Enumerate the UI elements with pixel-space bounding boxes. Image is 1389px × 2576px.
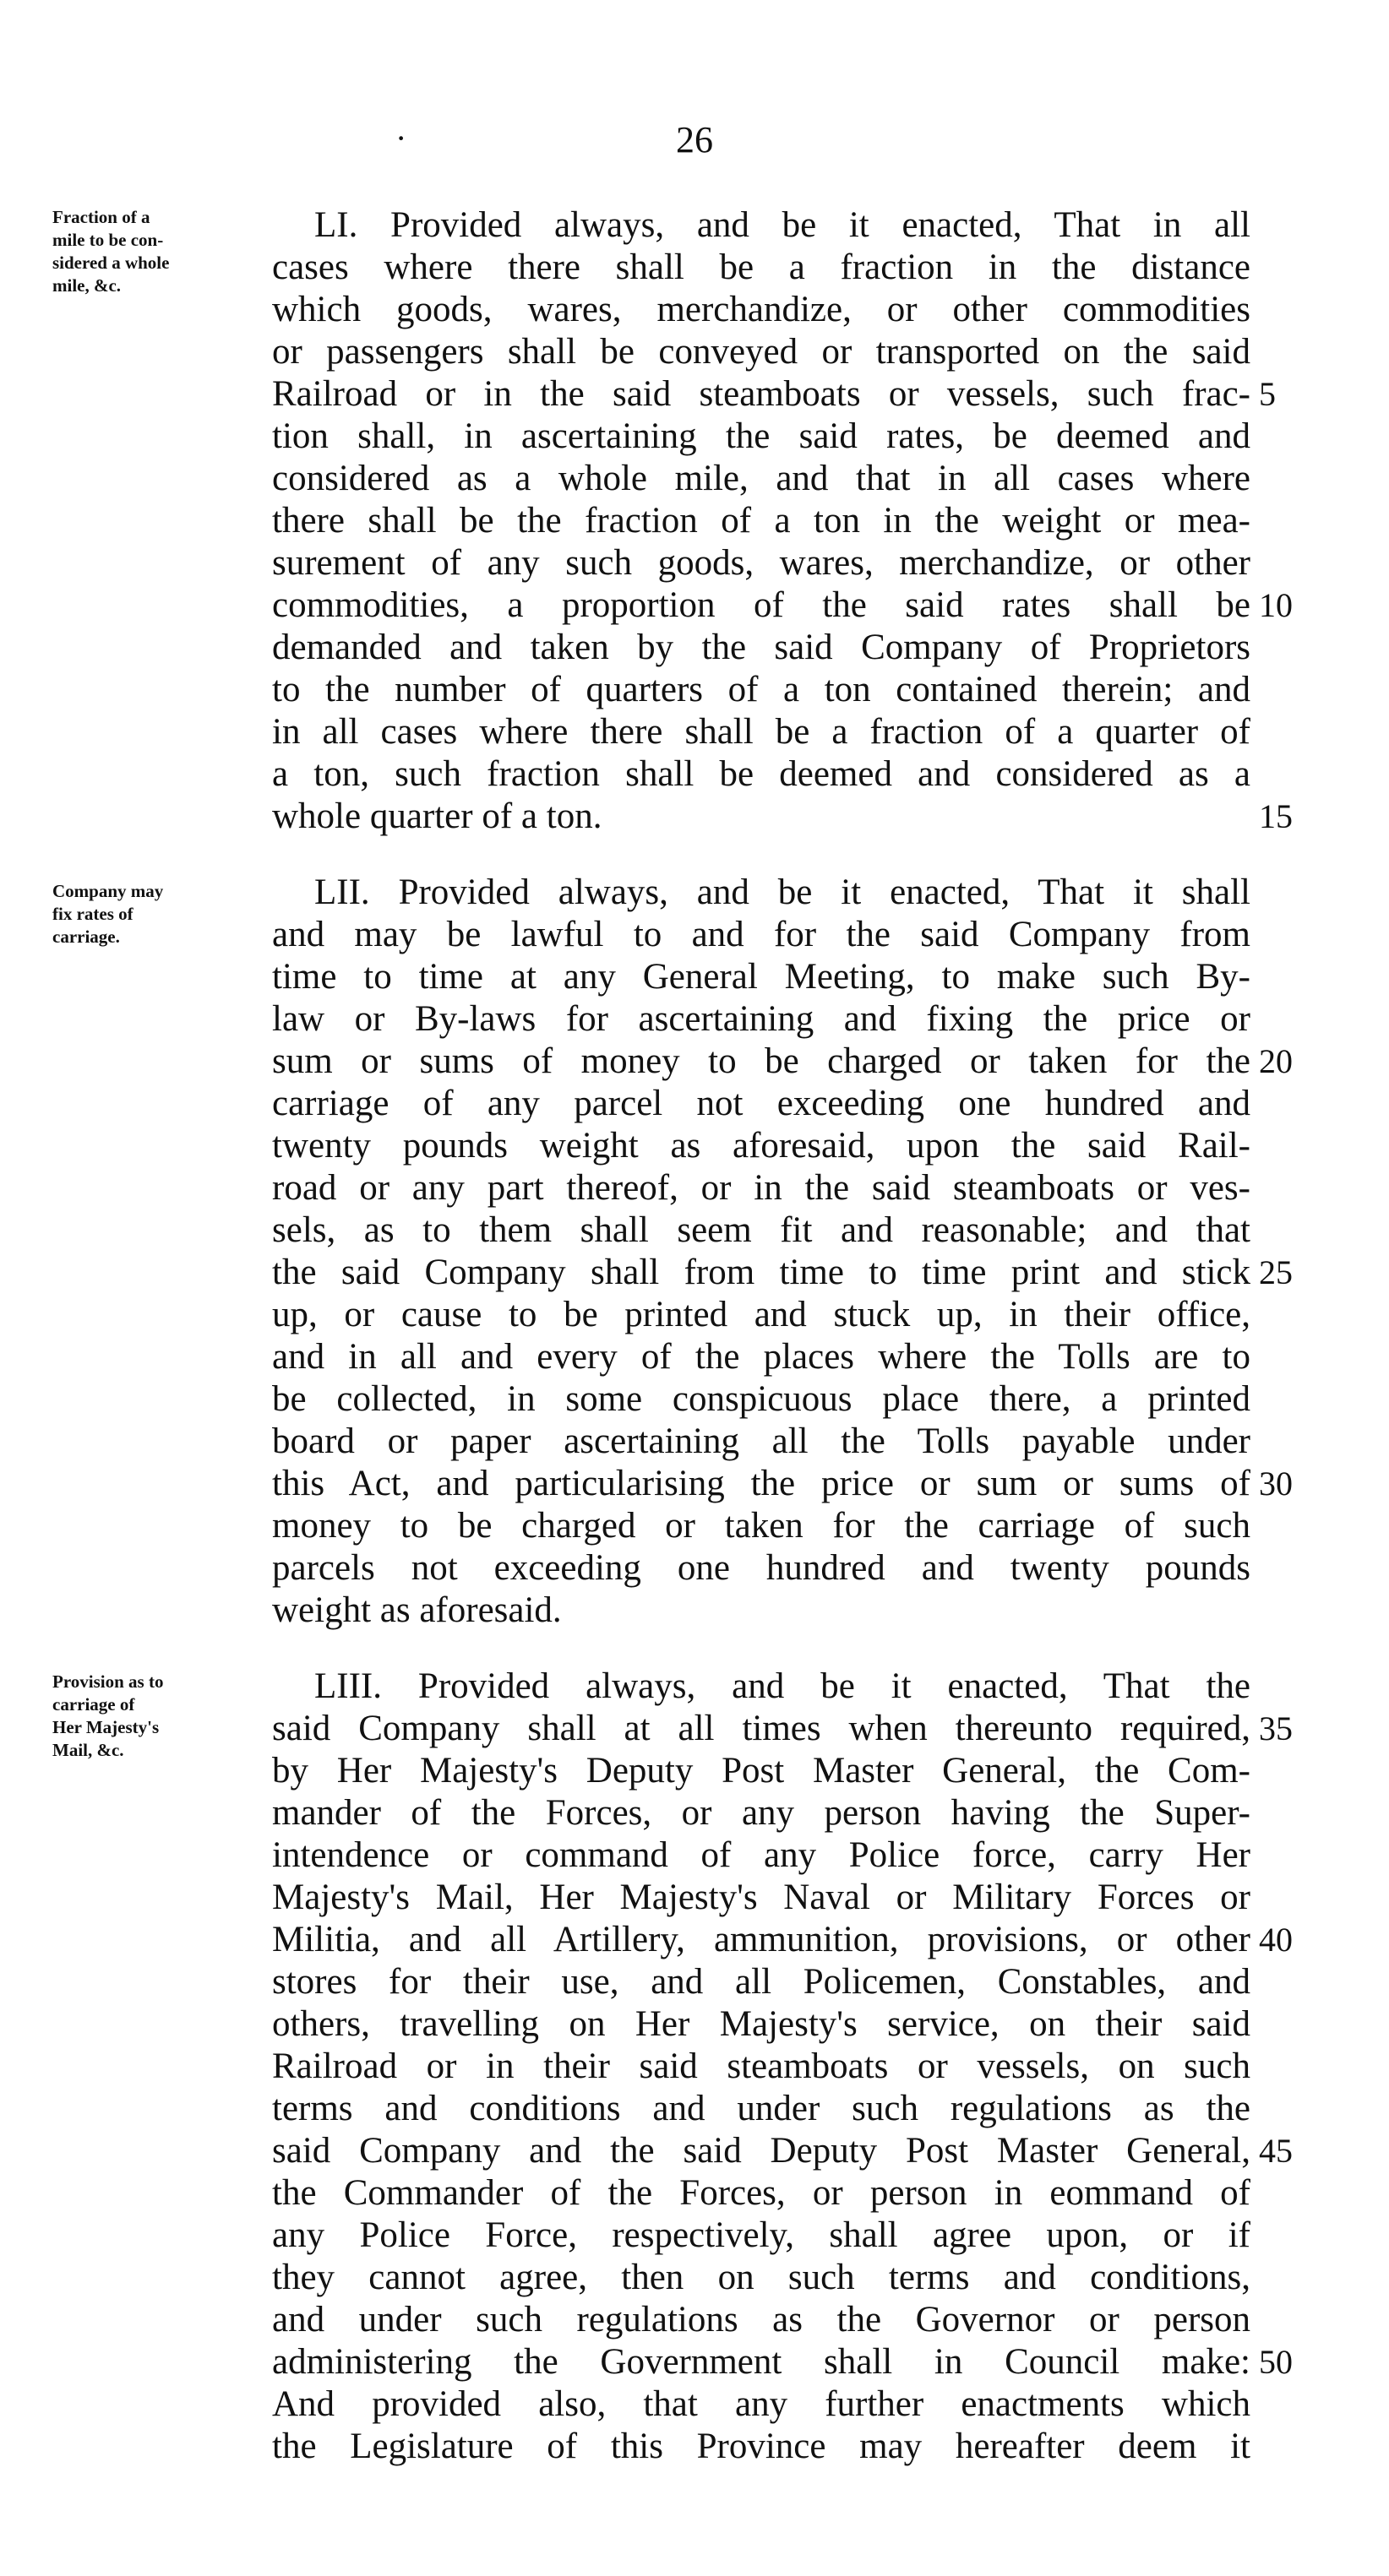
text-line: they cannot agree, then on such terms and conditions, <box>272 2258 1250 2297</box>
page-number: 26 <box>676 119 713 160</box>
line-number: 10 <box>1259 586 1293 624</box>
text-line: said Company shall at all times when thereunto required, <box>272 1709 1250 1748</box>
margin-note-line: Mail, &c. <box>52 1740 124 1760</box>
text-line: said Company and the said Deputy Post Master General, <box>272 2131 1250 2171</box>
margin-note <box>52 880 281 948</box>
margin-note-line: mile to be con- <box>52 230 164 250</box>
line-number: 45 <box>1259 2132 1293 2170</box>
text-line: or passengers shall be conveyed or transported on the said <box>272 332 1250 372</box>
margin-note-line: fix rates of <box>52 904 133 924</box>
text-line: board or paper ascertaining all the Tolls payable under <box>272 1421 1250 1461</box>
line-number: 5 <box>1259 375 1276 413</box>
text-line: road or any part thereof, or in the said steamboats or ves- <box>272 1168 1250 1208</box>
text-line: money to be charged or taken for the carriage of such <box>272 1506 1250 1546</box>
text-line: weight as aforesaid. <box>272 1590 562 1630</box>
text-line: the said Company shall from time to time print and stick <box>272 1253 1250 1292</box>
text-line: carriage of any parcel not exceeding one hundred and <box>272 1084 1250 1123</box>
margin-note-line: carriage. <box>52 927 120 947</box>
text-line: sum or sums of money to be charged or taken for the <box>272 1041 1250 1081</box>
section-text <box>272 872 1250 1632</box>
text-line: and in all and every of the places where the Tolls are to <box>272 1337 1250 1377</box>
margin-note-line: Company may <box>52 881 164 901</box>
text-line: Railroad or in the said steamboats or vessels, such frac- <box>272 374 1250 414</box>
text-line: Majesty's Mail, Her Majesty's Naval or Military Forces or <box>272 1878 1250 1917</box>
line-number: 35 <box>1259 1709 1293 1747</box>
section-text <box>272 204 1250 838</box>
text-line: to the number of quarters of a ton contained therein; and <box>272 670 1250 709</box>
text-line: LIII. Provided always, and be it enacted, That the <box>314 1666 1250 1706</box>
text-line: Railroad or in their said steamboats or vessels, on such <box>272 2046 1250 2086</box>
text-line: law or By-laws for ascertaining and fixing the price or <box>272 999 1250 1039</box>
text-line: and under such regulations as the Governor or person <box>272 2300 1250 2340</box>
text-line: whole quarter of a ton. <box>272 796 602 836</box>
text-line: LII. Provided always, and be it enacted, That it shall <box>314 872 1250 912</box>
text-line: this Act, and particularising the price or sum or sums of <box>272 1464 1250 1503</box>
line-number: 15 <box>1259 797 1293 835</box>
text-line: twenty pounds weight as aforesaid, upon the said Rail- <box>272 1126 1250 1166</box>
text-line: And provided also, that any further enactments which <box>272 2384 1250 2424</box>
margin-note <box>52 1671 281 1762</box>
text-line: others, travelling on Her Majesty's service, on their said <box>272 2004 1250 2044</box>
text-line: surement of any such goods, wares, merchandize, or other <box>272 543 1250 583</box>
page-mark: · <box>395 119 407 157</box>
margin-note-line: mile, &c. <box>52 275 122 296</box>
text-line: up, or cause to be printed and stuck up, in their office, <box>272 1295 1250 1334</box>
text-line: administering the Government shall in Council make: <box>272 2342 1250 2382</box>
text-line: cases where there shall be a fraction in the distance <box>272 247 1250 287</box>
text-line: Militia, and all Artillery, ammunition, provisions, or other <box>272 1920 1250 1959</box>
text-line: LI. Provided always, and be it enacted, That in all <box>314 205 1250 245</box>
text-line: which goods, wares, merchandize, or other commodities <box>272 290 1250 329</box>
text-line: any Police Force, respectively, shall agree upon, or if <box>272 2215 1250 2255</box>
margin-note-line: Provision as to <box>52 1671 164 1692</box>
line-number: 40 <box>1259 1921 1293 1959</box>
text-line: sels, as to them shall seem fit and reasonable; and that <box>272 1210 1250 1250</box>
text-line: parcels not exceeding one hundred and twenty pounds <box>272 1548 1250 1588</box>
text-line: terms and conditions and under such regulations as the <box>272 2089 1250 2128</box>
text-line: time to time at any General Meeting, to make such By- <box>272 957 1250 997</box>
text-line: demanded and taken by the said Company of Proprietors <box>272 628 1250 667</box>
text-line: tion shall, in ascertaining the said rates, be deemed and <box>272 416 1250 456</box>
margin-note-line: carriage of <box>52 1694 135 1715</box>
section-text <box>272 1666 1250 2468</box>
line-number: 20 <box>1259 1042 1293 1080</box>
text-line: a ton, such fraction shall be deemed and considered as a <box>272 754 1250 794</box>
text-line: stores for their use, and all Policemen, Constables, and <box>272 1962 1250 2002</box>
margin-note-line: Her Majesty's <box>52 1717 160 1737</box>
text-line: the Commander of the Forces, or person in eommand of <box>272 2173 1250 2213</box>
margin-note <box>52 206 281 297</box>
text-line: the Legislature of this Province may hereafter deem it <box>272 2427 1250 2466</box>
text-line: considered as a whole mile, and that in all cases where <box>272 459 1250 498</box>
text-line: intendence or command of any Police force, carry Her <box>272 1835 1250 1875</box>
text-line: in all cases where there shall be a fraction of a quarter of <box>272 712 1250 752</box>
text-line: be collected, in some conspicuous place there, a printed <box>272 1379 1250 1419</box>
line-number: 30 <box>1259 1465 1293 1503</box>
text-line: commodities, a proportion of the said rates shall be <box>272 585 1250 625</box>
text-line: mander of the Forces, or any person having the Super- <box>272 1793 1250 1833</box>
text-line: and may be lawful to and for the said Company from <box>272 915 1250 954</box>
line-number: 25 <box>1259 1253 1293 1291</box>
line-number: 50 <box>1259 2343 1293 2381</box>
text-line: by Her Majesty's Deputy Post Master General, the Com- <box>272 1751 1250 1791</box>
margin-note-line: Fraction of a <box>52 207 150 227</box>
margin-note-line: sidered a whole <box>52 253 170 273</box>
text-line: there shall be the fraction of a ton in the weight or mea- <box>272 501 1250 541</box>
